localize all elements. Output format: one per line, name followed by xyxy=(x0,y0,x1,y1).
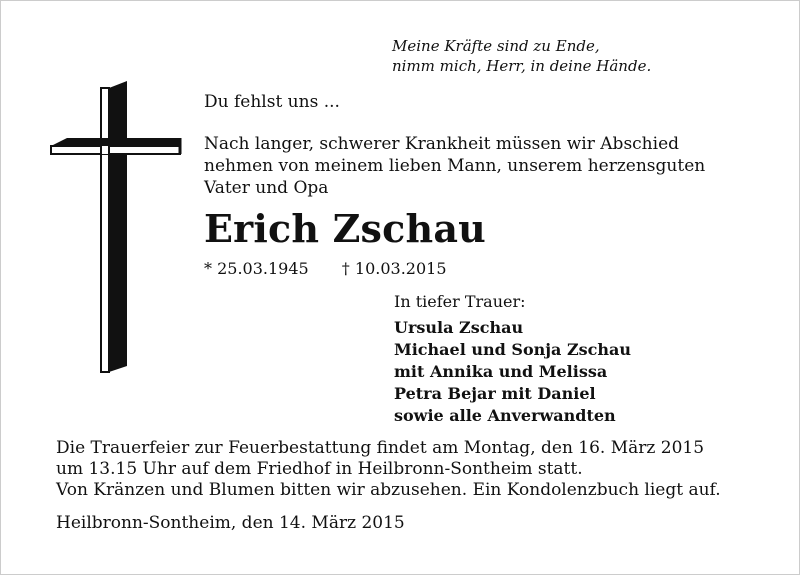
quote-line: Meine Kräfte sind zu Ende, xyxy=(392,37,600,55)
intro-text: Du fehlst uns ... xyxy=(204,92,340,112)
quote xyxy=(392,36,651,76)
announcement-line: nehmen von meinem lieben Mann, unserem herzensguten xyxy=(204,156,706,176)
mourner-name: mit Annika und Melissa xyxy=(394,362,608,381)
quote-line: nimm mich, Herr, in deine Hände. xyxy=(392,57,652,75)
mourning-label: In tiefer Trauer: xyxy=(394,292,526,311)
mourner-name: Michael und Sonja Zschau xyxy=(394,340,632,359)
place-date-signature: Heilbronn-Sontheim, den 14. März 2015 xyxy=(56,513,405,533)
death-date: † 10.03.2015 xyxy=(341,259,447,278)
ceremony-info xyxy=(56,438,721,501)
announcement-line: Nach langer, schwerer Krankheit müssen wir Abschied xyxy=(204,134,680,154)
announcement xyxy=(204,133,705,199)
mourner-name: Petra Bejar mit Daniel xyxy=(394,384,596,403)
birth-date: * 25.03.1945 xyxy=(204,259,309,278)
ceremony-line: Die Trauerfeier zur Feuerbestattung findet am Montag, den 16. März 2015 xyxy=(56,438,705,458)
ceremony-line: Von Kränzen und Blumen bitten wir abzusehen. Ein Kondolenzbuch liegt auf. xyxy=(56,480,721,500)
mourners-list xyxy=(394,317,631,427)
deceased-name: Erich Zschau xyxy=(204,206,486,251)
mourner-name: sowie alle Anverwandten xyxy=(394,406,616,425)
ceremony-line: um 13.15 Uhr auf dem Friedhof in Heilbronn-Sontheim statt. xyxy=(56,459,583,479)
announcement-line: Vater und Opa xyxy=(204,178,329,198)
cross-icon xyxy=(0,0,200,380)
life-dates xyxy=(204,259,447,279)
mourner-name: Ursula Zschau xyxy=(394,318,524,337)
